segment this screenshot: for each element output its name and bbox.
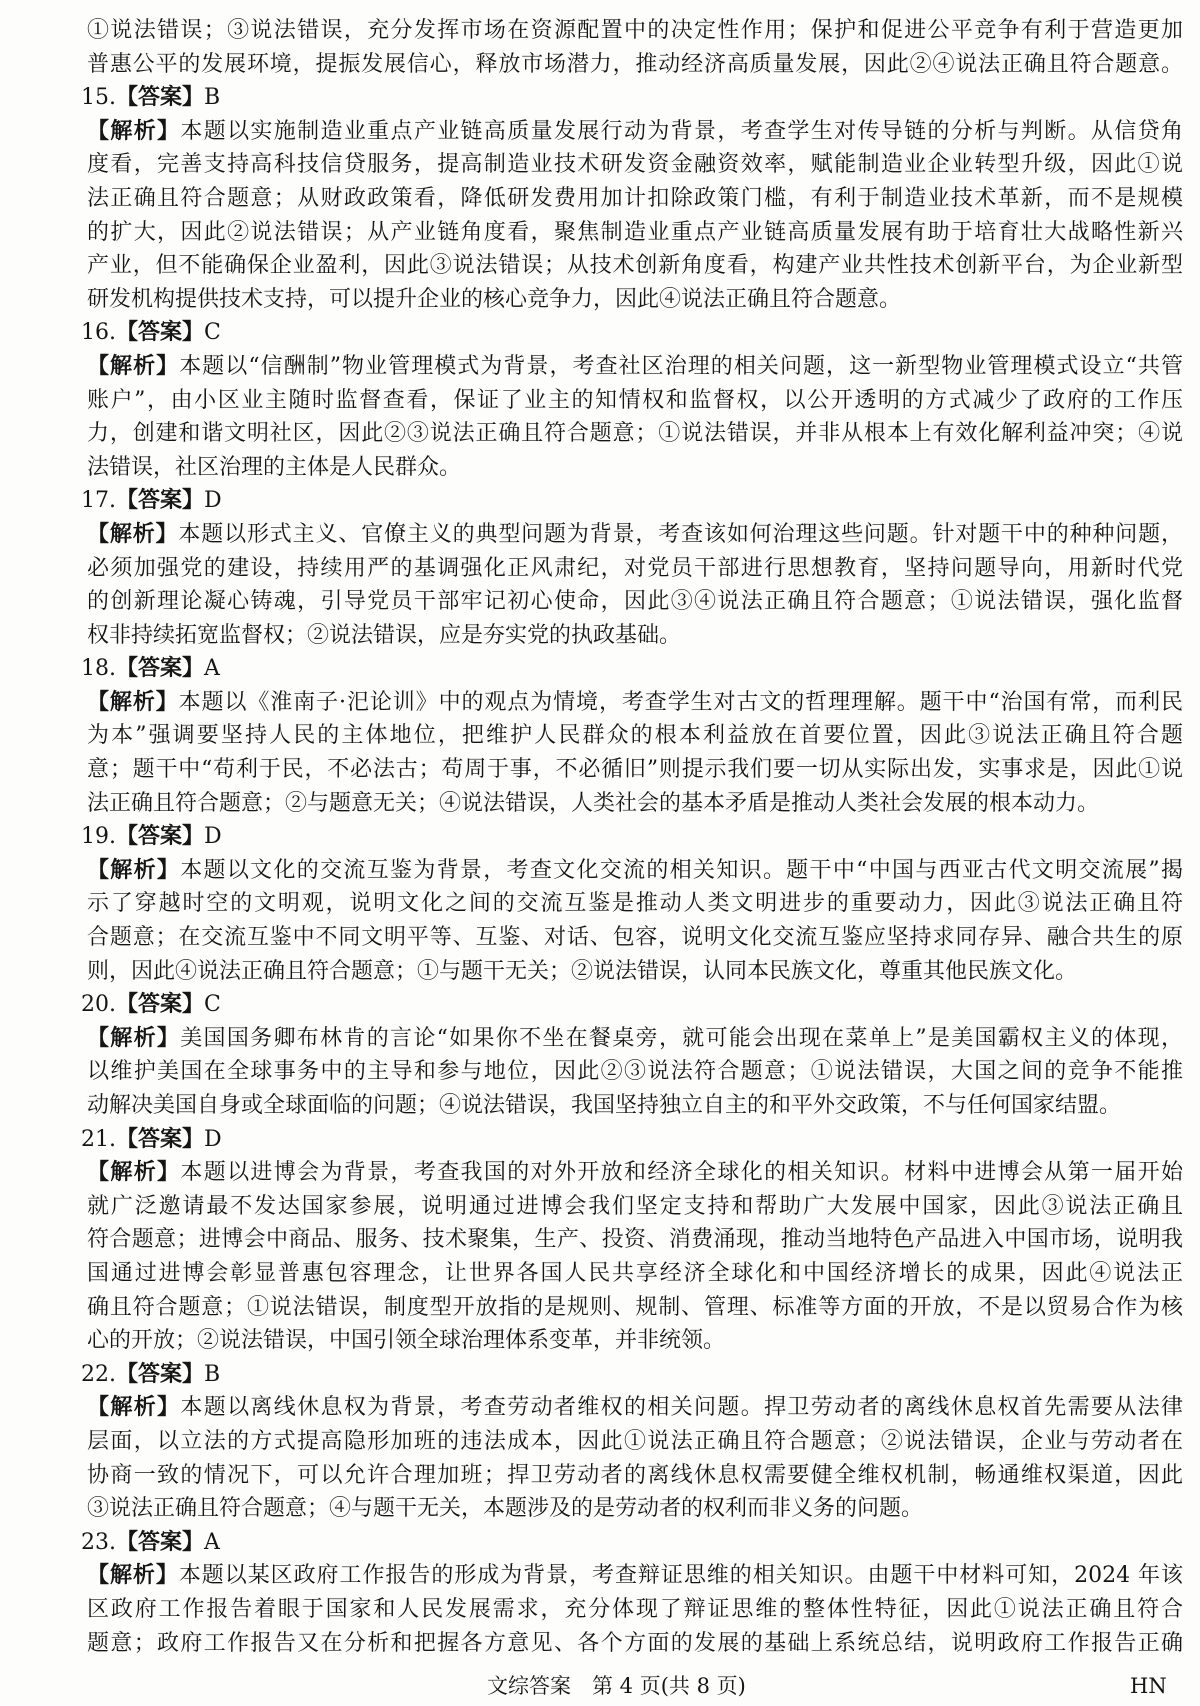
analysis-line: [87, 1425, 1183, 1459]
analysis-text: 意；题干中“苟利于民，不必法古；苟周于事，不必循旧”则提示我们要一切从实际出发，实事求是，因此①说: [87, 757, 1183, 783]
answer-item-16: [81, 316, 1183, 484]
analysis-text: 本题以《淮南子·汜论训》中的观点为情境，考查学生对古文的哲理理解。题干中“治国有常，而利民: [178, 689, 1183, 715]
answer-item-15: [81, 81, 1183, 316]
analysis-text: 产业，但不能确保企业盈利，因此③说法错误；从技术创新角度看，构建产业共性技术创新平台，为企业新型: [87, 253, 1183, 279]
analysis-text: 题意；政府工作报告又在分析和把握各方意见、各个方面的发展的基础上系统总结，说明政府工作报告正确: [87, 1630, 1183, 1656]
question-number: 22.: [81, 1361, 116, 1387]
analysis-line: [87, 350, 1183, 384]
analysis-line: [87, 216, 1183, 250]
analysis-line: [87, 182, 1183, 216]
analysis-label: 【解析】: [87, 117, 181, 144]
analysis-line: [87, 1559, 1183, 1593]
analysis-line: [87, 887, 1183, 921]
page-footer: [0, 1672, 1200, 1700]
answer-item-23: [81, 1526, 1183, 1660]
answer-item-20: [81, 988, 1183, 1122]
answer-label: 【答案】: [116, 823, 205, 850]
analysis-text: 法正确且符合题意；②与题意无关；④说法错误，人类社会的基本矛盾是推动人类社会发展的根本动力。: [87, 790, 1100, 816]
analysis-line: [87, 1492, 1183, 1526]
analysis-text: 本题以某区政府工作报告的形成为背景，考查辩证思维的相关知识。由题干中材料可知，2024 年该: [178, 1563, 1183, 1589]
analysis-text: 符合题意；进博会中商品、服务、技术聚集，生产、投资、消费涌现，推动当地特色产品进入中国市场，说明我: [87, 1227, 1183, 1253]
analysis-text: 力，创建和谐文明社区，因此②③说法正确且符合题意；①说法错误，并非从根本上有效化解利益冲突；④说: [87, 421, 1183, 447]
analysis-text: 则，因此④说法正确且符合题意；①与题干无关；②说法错误，认同本民族文化，尊重其他民族文化。: [87, 958, 1078, 984]
answer-label: 【答案】: [116, 1360, 205, 1387]
analysis-text: 本题以“信酬制”物业管理模式为背景，考查社区治理的相关问题，这一新型物业管理模式设立“共管: [179, 353, 1183, 379]
question-number: 17.: [81, 488, 116, 514]
answer-item-18: [81, 652, 1183, 820]
question-number: 23.: [81, 1529, 116, 1555]
analysis-text: 账户”，由小区业主随时监督查看，保证了业主的知情权和监督权，以公开透明的方式减少了政府的工作压: [87, 387, 1183, 413]
analysis-text: 本题以进博会为背景，考查我国的对外开放和经济全球化的相关知识。材料中进博会从第一届开始: [180, 1160, 1183, 1186]
analysis-label: 【解析】: [87, 1394, 181, 1421]
analysis-line: [87, 417, 1183, 451]
continuation-text: ①说法错误；③说法错误，充分发挥市场在资源配置中的决定性作用；保护和促进公平竞争有利于营造更加: [87, 18, 1183, 43]
analysis-text: 合题意；在交流互鉴中不同文明平等、互鉴、对话、包容，说明文化交流互鉴应坚持求同存异、融合共生的原: [87, 925, 1183, 951]
answer-heading: [81, 820, 1183, 854]
analysis-text: 动解决美国自身或全球面临的问题；④说法错误，我国坚持独立自主的和平外交政策，不与任何国家结盟。: [87, 1093, 1122, 1118]
analysis-text: 区政府工作报告着眼于国家和人民发展需求，充分体现了辩证思维的整体性特征，因此①说法正确且符合: [87, 1596, 1183, 1622]
analysis-label: 【解析】: [87, 1159, 181, 1186]
analysis-line: [87, 552, 1183, 586]
analysis-line: [87, 384, 1183, 418]
analysis-line: [87, 148, 1183, 182]
analysis-text: 权非持续拓宽监督权；②说法错误，应是夯实党的执政基础。: [87, 622, 682, 648]
analysis-line: [87, 619, 1183, 653]
analysis-text: 层面，以立法的方式提高隐形加班的违法成本，因此①说法正确且符合题意；②说法错误，企业与劳动者在: [87, 1428, 1183, 1454]
answer-value: C: [204, 992, 221, 1018]
analysis-text: 以维护美国在全球事务中的主导和参与地位，因此②③说法符合题意；①说法错误，大国之间的竞争不能推: [87, 1059, 1183, 1085]
analysis-line: [87, 955, 1183, 989]
analysis-text: 法错误，社区治理的主体是人民群众。: [87, 454, 462, 480]
answer-value: B: [204, 1361, 221, 1387]
question-number: 16.: [81, 320, 116, 346]
answer-label: 【答案】: [116, 1125, 205, 1152]
analysis-line: [87, 1391, 1183, 1425]
analysis-text: 本题以实施制造业重点产业链高质量发展行动为背景，考查学生对传导链的分析与判断。从信贷角: [180, 118, 1183, 144]
answer-label: 【答案】: [116, 487, 205, 514]
analysis-text: 度看，完善支持高科技信贷服务，提高制造业技术研发资金融资效率，赋能制造业企业转型升级，因此①说: [87, 152, 1183, 178]
answer-value: B: [204, 85, 221, 111]
analysis-line: [87, 686, 1183, 720]
analysis-line: [87, 1022, 1183, 1056]
analysis-line: [87, 1055, 1183, 1089]
analysis-line: [87, 1223, 1183, 1257]
answer-label: 【答案】: [116, 84, 205, 111]
answer-value: C: [204, 320, 221, 346]
question-number: 15.: [81, 85, 116, 111]
answer-heading: [81, 484, 1183, 518]
answer-label: 【答案】: [116, 655, 205, 682]
analysis-text: 确且符合题意；①说法错误，制度型开放指的是规则、规制、管理、标准等方面的开放，不是以贸易合作为核: [87, 1294, 1183, 1320]
footer-title: 文综答案: [487, 1674, 571, 1698]
answer-heading: [81, 652, 1183, 686]
analysis-line: [87, 753, 1183, 787]
analysis-line: [87, 451, 1183, 485]
analysis-label: 【解析】: [87, 520, 179, 547]
analysis-line: [87, 518, 1183, 552]
answer-value: D: [204, 824, 222, 850]
answer-value: D: [204, 1126, 222, 1152]
analysis-line: [87, 283, 1183, 317]
answer-item-21: [81, 1123, 1183, 1358]
answer-label: 【答案】: [116, 991, 205, 1018]
answer-heading: [81, 81, 1183, 115]
analysis-line: [87, 115, 1183, 149]
analysis-line: [87, 1627, 1183, 1661]
question-number: 19.: [81, 824, 116, 850]
analysis-text: 协商一致的情况下，可以允许合理加班；捍卫劳动者的离线休息权需要健全维权机制，畅通维权渠道，因此: [87, 1462, 1183, 1488]
analysis-line: [87, 1089, 1183, 1123]
analysis-text: 国通过进博会彰显普惠包容理念，让世界各国人民共享经济全球化和中国经济增长的成果，因此④说法正: [87, 1260, 1183, 1286]
analysis-line: [87, 787, 1183, 821]
answer-heading: [81, 1526, 1183, 1560]
continuation-line: [87, 14, 1183, 48]
continuation-line: [87, 48, 1183, 82]
analysis-line: [87, 1459, 1183, 1493]
continuation-paragraph: [87, 14, 1183, 81]
question-number: 20.: [81, 992, 116, 1018]
footer-center: [487, 1672, 746, 1700]
analysis-line: [87, 1257, 1183, 1291]
answer-label: 【答案】: [116, 1528, 205, 1555]
answer-heading: [81, 1358, 1183, 1392]
analysis-text: 法正确且符合题意；从财政政策看，降低研发费用加计扣除政策门槛，有利于制造业技术革新，而不是规模: [87, 185, 1183, 211]
analysis-line: [87, 1190, 1183, 1224]
analysis-line: [87, 921, 1183, 955]
footer-region-code: HN: [1130, 1674, 1167, 1698]
question-number: 21.: [81, 1126, 116, 1152]
answer-value: D: [204, 488, 222, 514]
analysis-label: 【解析】: [87, 688, 179, 715]
analysis-label: 【解析】: [87, 1024, 181, 1051]
answer-label: 【答案】: [116, 319, 205, 346]
analysis-line: [87, 1156, 1183, 1190]
footer-page-number: 第 4 页(共 8 页): [592, 1674, 746, 1698]
answer-heading: [81, 988, 1183, 1022]
analysis-text: 本题以形式主义、官僚主义的典型问题为背景，考查该如何治理这些问题。针对题干中的种种问题，: [178, 521, 1183, 547]
analysis-label: 【解析】: [87, 352, 180, 379]
analysis-line: [87, 249, 1183, 283]
analysis-text: ③说法正确且符合题意；④与题干无关，本题涉及的是劳动者的权利而非义务的问题。: [87, 1496, 924, 1522]
answer-value: A: [204, 656, 220, 682]
analysis-text: 的扩大，因此②说法错误；从产业链角度看，聚焦制造业重点产业链高质量发展有助于培育壮大战略性新兴: [87, 219, 1183, 245]
answer-heading: [81, 1123, 1183, 1157]
question-number: 18.: [81, 656, 116, 682]
analysis-text: 本题以离线休息权为背景，考查劳动者维权的相关问题。捍卫劳动者的离线休息权首先需要从法律: [180, 1395, 1183, 1421]
analysis-text: 美国国务卿布林肯的言论“如果你不坐在餐桌旁，就可能会出现在菜单上”是美国霸权主义的体现，: [180, 1025, 1183, 1051]
analysis-text: 研发机构提供技术支持，可以提升企业的核心竞争力，因此④说法正确且符合题意。: [87, 286, 902, 312]
analysis-line: [87, 1593, 1183, 1627]
answer-item-19: [81, 820, 1183, 988]
answer-value: A: [204, 1529, 220, 1555]
analysis-label: 【解析】: [87, 856, 181, 883]
continuation-text: 普惠公平的发展环境，提振发展信心，释放市场潜力，推动经济高质量发展，因此②④说法正确且符合题意。: [87, 51, 1183, 77]
analysis-text: 的创新理论凝心铸魂，引导党员干部牢记初心使命，因此③④说法正确且符合题意；①说法错误，强化监督: [87, 589, 1183, 615]
analysis-text: 必须加强党的建设，持续用严的基调强化正风肃纪，对党员干部进行思想教育，坚持问题导向，用新时代党: [87, 555, 1183, 581]
analysis-text: 本题以文化的交流互鉴为背景，考查文化交流的相关知识。题干中“中国与西亚古代文明交流展”揭: [180, 857, 1183, 883]
answer-item-17: [81, 484, 1183, 652]
answer-item-22: [81, 1358, 1183, 1526]
analysis-text: 心的开放；②说法错误，中国引领全球治理体系变革，并非统领。: [87, 1328, 726, 1354]
analysis-label: 【解析】: [87, 1562, 179, 1589]
analysis-line: [87, 585, 1183, 619]
analysis-text: 为本”强调要坚持人民的主体地位，把维护人民群众的根本利益放在首要位置，因此③说法正确且符合题: [87, 723, 1183, 749]
analysis-line: [87, 854, 1183, 888]
answer-heading: [81, 316, 1183, 350]
analysis-line: [87, 1291, 1183, 1325]
analysis-text: 就广泛邀请最不发达国家参展，说明通过进博会我们坚定支持和帮助广大发展中国家，因此③说法正确且: [87, 1193, 1183, 1219]
analysis-line: [87, 1324, 1183, 1358]
analysis-text: 示了穿越时空的文明观，说明文化之间的交流互鉴是推动人类文明进步的重要动力，因此③说法正确且符: [87, 891, 1183, 917]
analysis-line: [87, 719, 1183, 753]
answer-content: [81, 14, 1183, 1660]
